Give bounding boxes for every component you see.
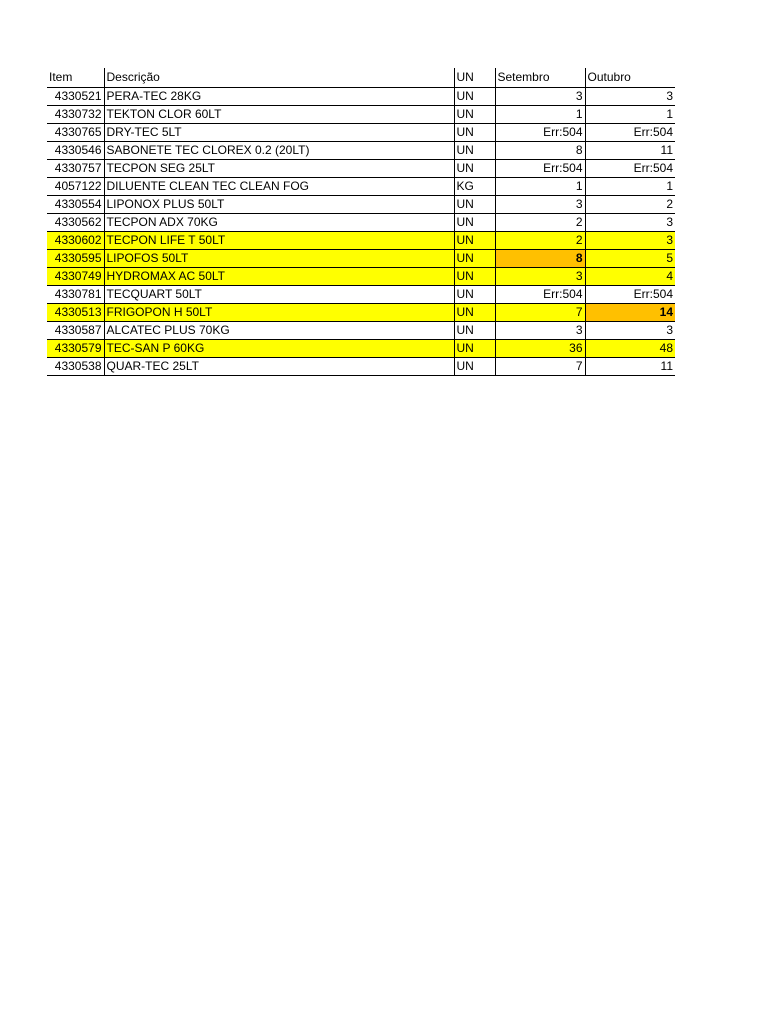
cell-descricao[interactable]: DILUENTE CLEAN TEC CLEAN FOG xyxy=(104,178,454,196)
table-row xyxy=(47,286,675,304)
cell-item[interactable]: 4330765 xyxy=(47,124,104,142)
header-item[interactable]: Item xyxy=(47,68,104,88)
table-row xyxy=(47,250,675,268)
cell-outubro[interactable]: 5 xyxy=(585,250,675,268)
table-row xyxy=(47,232,675,250)
cell-un[interactable]: UN xyxy=(454,358,495,376)
cell-outubro[interactable]: Err:504 xyxy=(585,286,675,304)
cell-outubro[interactable]: 2 xyxy=(585,196,675,214)
cell-descricao[interactable]: TEC-SAN P 60KG xyxy=(104,340,454,358)
cell-setembro[interactable]: 3 xyxy=(495,322,585,340)
cell-descricao[interactable]: SABONETE TEC CLOREX 0.2 (20LT) xyxy=(104,142,454,160)
cell-outubro[interactable]: 11 xyxy=(585,358,675,376)
cell-un[interactable]: UN xyxy=(454,250,495,268)
table-row xyxy=(47,340,675,358)
cell-outubro[interactable]: 3 xyxy=(585,232,675,250)
cell-descricao[interactable]: FRIGOPON H 50LT xyxy=(104,304,454,322)
cell-un[interactable]: UN xyxy=(454,232,495,250)
cell-item[interactable]: 4330562 xyxy=(47,214,104,232)
table-row xyxy=(47,160,675,178)
cell-outubro[interactable]: Err:504 xyxy=(585,160,675,178)
cell-descricao[interactable]: ALCATEC PLUS 70KG xyxy=(104,322,454,340)
spreadsheet-table xyxy=(47,68,675,376)
table-row xyxy=(47,304,675,322)
cell-setembro[interactable]: Err:504 xyxy=(495,286,585,304)
cell-setembro[interactable]: 1 xyxy=(495,106,585,124)
cell-setembro[interactable]: Err:504 xyxy=(495,160,585,178)
cell-descricao[interactable]: PERA-TEC 28KG xyxy=(104,88,454,106)
cell-item[interactable]: 4330587 xyxy=(47,322,104,340)
cell-outubro[interactable]: 3 xyxy=(585,214,675,232)
cell-setembro[interactable]: 3 xyxy=(495,88,585,106)
cell-un[interactable]: UN xyxy=(454,106,495,124)
cell-un[interactable]: UN xyxy=(454,304,495,322)
cell-item[interactable]: 4057122 xyxy=(47,178,104,196)
cell-un[interactable]: UN xyxy=(454,142,495,160)
cell-item[interactable]: 4330538 xyxy=(47,358,104,376)
cell-descricao[interactable]: TECQUART 50LT xyxy=(104,286,454,304)
table-row xyxy=(47,178,675,196)
cell-setembro[interactable]: 3 xyxy=(495,196,585,214)
cell-setembro[interactable]: 8 xyxy=(495,142,585,160)
cell-un[interactable]: UN xyxy=(454,340,495,358)
cell-descricao[interactable]: TEKTON CLOR 60LT xyxy=(104,106,454,124)
cell-item[interactable]: 4330546 xyxy=(47,142,104,160)
cell-descricao[interactable]: LIPOFOS 50LT xyxy=(104,250,454,268)
header-setembro[interactable]: Setembro xyxy=(495,68,585,88)
header-descricao[interactable]: Descrição xyxy=(104,68,454,88)
cell-item[interactable]: 4330781 xyxy=(47,286,104,304)
cell-descricao[interactable]: LIPONOX PLUS 50LT xyxy=(104,196,454,214)
cell-un[interactable]: UN xyxy=(454,322,495,340)
cell-outubro[interactable]: 48 xyxy=(585,340,675,358)
cell-un[interactable]: UN xyxy=(454,196,495,214)
cell-descricao[interactable]: TECPON ADX 70KG xyxy=(104,214,454,232)
table-row xyxy=(47,268,675,286)
cell-item[interactable]: 4330732 xyxy=(47,106,104,124)
table-row xyxy=(47,106,675,124)
cell-descricao[interactable]: QUAR-TEC 25LT xyxy=(104,358,454,376)
table-row xyxy=(47,88,675,106)
cell-un[interactable]: UN xyxy=(454,268,495,286)
cell-setembro[interactable]: Err:504 xyxy=(495,124,585,142)
table-row xyxy=(47,196,675,214)
cell-outubro[interactable]: 3 xyxy=(585,322,675,340)
cell-un[interactable]: UN xyxy=(454,124,495,142)
cell-setembro[interactable]: 7 xyxy=(495,358,585,376)
cell-outubro[interactable]: 3 xyxy=(585,88,675,106)
table-row xyxy=(47,322,675,340)
cell-setembro[interactable]: 7 xyxy=(495,304,585,322)
table-body xyxy=(47,88,675,376)
cell-un[interactable]: UN xyxy=(454,214,495,232)
cell-descricao[interactable]: TECPON SEG 25LT xyxy=(104,160,454,178)
cell-setembro[interactable]: 2 xyxy=(495,232,585,250)
cell-item[interactable]: 4330554 xyxy=(47,196,104,214)
cell-item[interactable]: 4330749 xyxy=(47,268,104,286)
cell-outubro[interactable]: Err:504 xyxy=(585,124,675,142)
table-row xyxy=(47,142,675,160)
cell-outubro[interactable]: 4 xyxy=(585,268,675,286)
cell-item[interactable]: 4330513 xyxy=(47,304,104,322)
cell-un[interactable]: UN xyxy=(454,286,495,304)
cell-item[interactable]: 4330521 xyxy=(47,88,104,106)
cell-item[interactable]: 4330579 xyxy=(47,340,104,358)
header-outubro[interactable]: Outubro xyxy=(585,68,675,88)
table-row xyxy=(47,214,675,232)
cell-outubro[interactable]: 1 xyxy=(585,178,675,196)
cell-item[interactable]: 4330595 xyxy=(47,250,104,268)
cell-setembro[interactable]: 8 xyxy=(495,250,585,268)
cell-setembro[interactable]: 1 xyxy=(495,178,585,196)
cell-descricao[interactable]: DRY-TEC 5LT xyxy=(104,124,454,142)
cell-setembro[interactable]: 3 xyxy=(495,268,585,286)
cell-descricao[interactable]: TECPON LIFE T 50LT xyxy=(104,232,454,250)
cell-outubro[interactable]: 1 xyxy=(585,106,675,124)
header-un[interactable]: UN xyxy=(454,68,495,88)
cell-un[interactable]: KG xyxy=(454,178,495,196)
cell-item[interactable]: 4330757 xyxy=(47,160,104,178)
cell-item[interactable]: 4330602 xyxy=(47,232,104,250)
table-row xyxy=(47,358,675,376)
cell-outubro[interactable]: 11 xyxy=(585,142,675,160)
cell-descricao[interactable]: HYDROMAX AC 50LT xyxy=(104,268,454,286)
table-row xyxy=(47,124,675,142)
cell-setembro[interactable]: 36 xyxy=(495,340,585,358)
header-row xyxy=(47,68,675,88)
cell-setembro[interactable]: 2 xyxy=(495,214,585,232)
cell-un[interactable]: UN xyxy=(454,88,495,106)
cell-un[interactable]: UN xyxy=(454,160,495,178)
cell-outubro[interactable]: 14 xyxy=(585,304,675,322)
